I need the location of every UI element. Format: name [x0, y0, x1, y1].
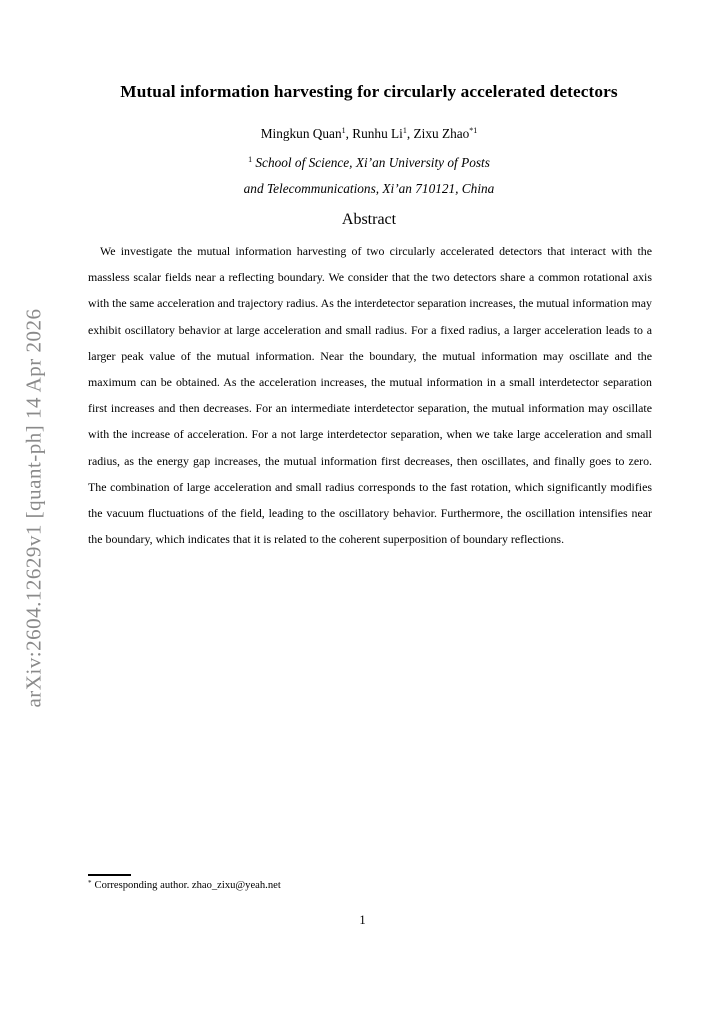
- author-name: Runhu Li: [352, 126, 403, 141]
- affiliation-line: [0, 155, 720, 171]
- affiliation-line: [0, 181, 720, 197]
- author-list: Mingkun Quan$^1$, Runhu Li$^1$, Zixu Zhao$^{*1}$: [260, 126, 478, 141]
- affiliation-marker: 1: [248, 155, 253, 164]
- affiliation-text: School of Science, Xi’an University of Posts: [255, 155, 490, 170]
- abstract-heading: Abstract: [341, 211, 397, 228]
- footnote-rule: [88, 874, 131, 876]
- footnote: [88, 879, 281, 891]
- page-number: 1: [359, 913, 366, 927]
- footnote-marker: *: [88, 879, 92, 887]
- author-affiliation-marker: 1: [402, 126, 407, 135]
- abstract-body: We investigate the mutual information harvesting of two circularly accelerated detectors that interact with the massless scalar fields near a reflecting boundary. We consider that the two detectors share a common rotational axis with the same acceleration and trajectory radius. As the interdetector separation increases, the mutual information may exhibit oscillatory behavior at large acceleration and small radius. For a fixed radius, a larger acceleration leads to a larger peak value of the mutual information. Near the boundary, the mutual information may oscillate and the maximum can be obtained. As the acceleration increases, the mutual information in a small interdetector separation first increases and then decreases. For an intermediate interdetector separation, the mutual information may oscillate with the increase of acceleration. For a not large interdetector separation, when we take large acceleration and small radius, as the energy gap increases, the mutual information first decreases, then oscillates, and finally goes to zero. The combination of large acceleration and small radius corresponds to the fast rotation, which significantly modifies the vacuum fluctuations of the field, leading to the oscillatory behavior. Furthermore, the oscillation intensifies near the boundary, which indicates that it is related to the coherent superposition of boundary reflections.: [88, 244, 652, 547]
- author-affiliation-marker: 1: [341, 126, 346, 135]
- affiliation-text: and Telecommunications, Xi’an 710121, China: [243, 181, 495, 196]
- author-affiliation-marker: *1: [469, 126, 478, 135]
- arxiv-identifier-stamp: arXiv:2604.12629v1 [quant-ph] 14 Apr 2026: [21, 308, 46, 708]
- author-name: Mingkun Quan: [260, 126, 342, 141]
- footnote-text: Corresponding author. zhao_zixu@yeah.net: [94, 880, 281, 891]
- author-name: Zixu Zhao: [413, 126, 470, 141]
- paper-title: Mutual information harvesting for circularly accelerated detectors: [120, 82, 618, 101]
